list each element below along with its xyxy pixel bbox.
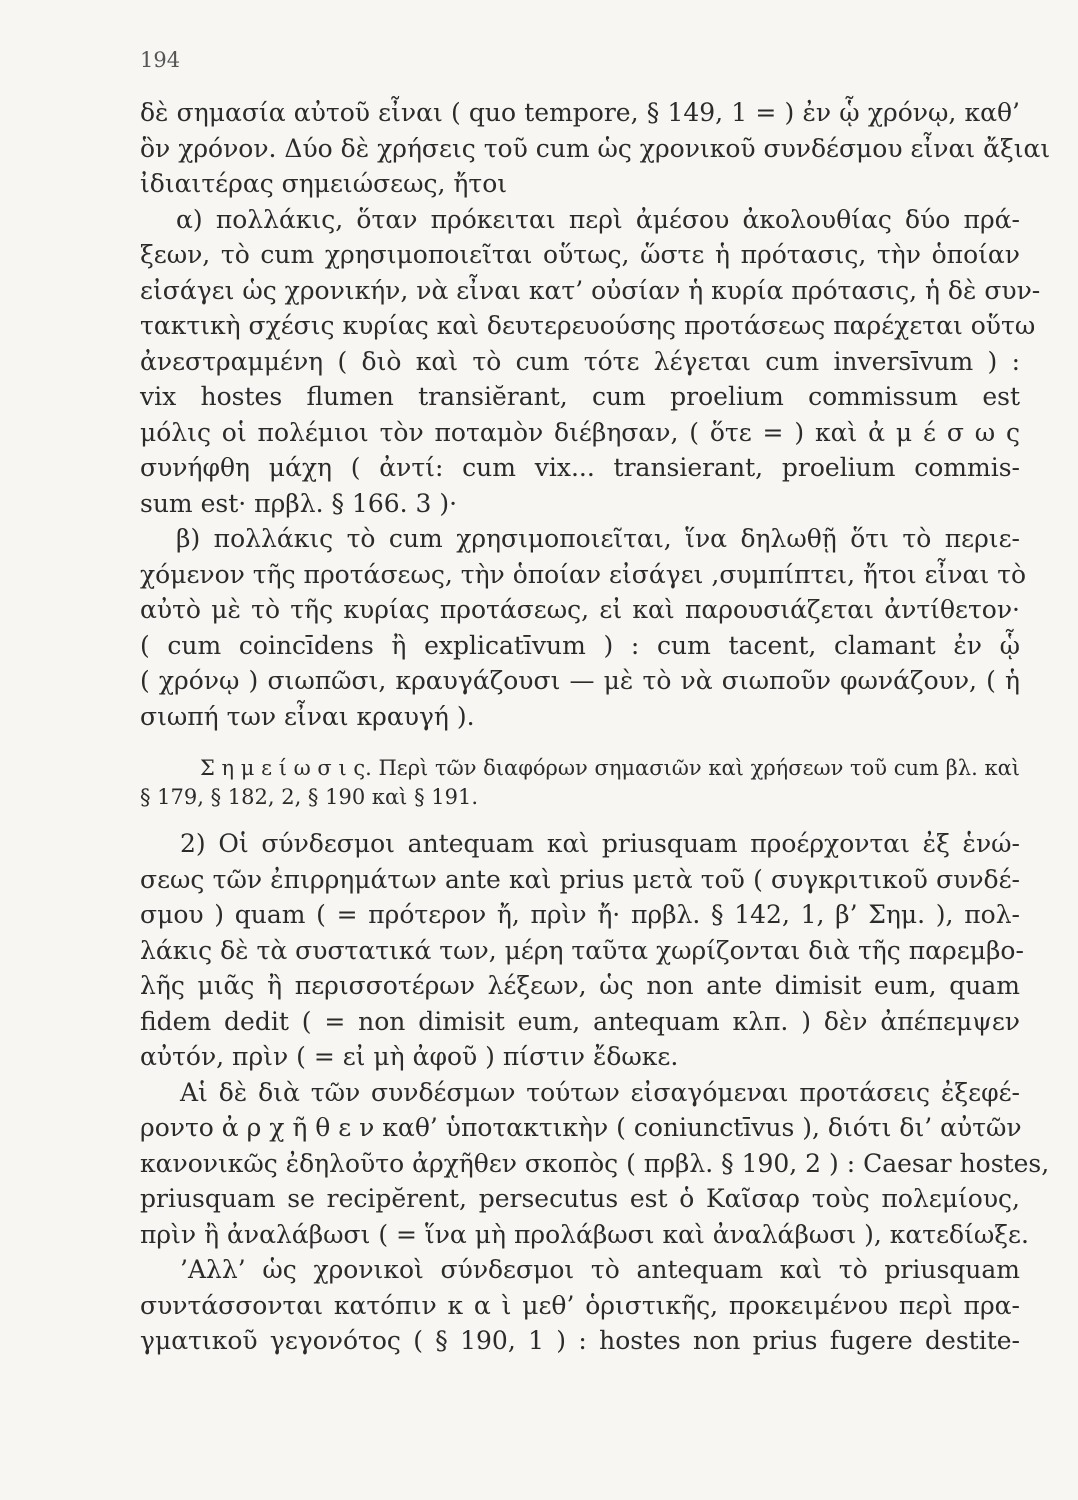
paragraph-2 <box>140 826 1024 1075</box>
text-line: μόλις οἱ πολέμιοι τὸν ποταμὸν διέβησαν, ( ὅτε = ) καὶ ἀ μ έ σ ω ς <box>140 417 1020 447</box>
text-line: σμου ) quam ( = πρότερον ἤ, πρὶν ἤ· πρβλ. § 142, 1, β’ Σημ. ), πολ- <box>140 900 1020 929</box>
text-line: ἀνεστραμμένη ( διὸ καὶ τὸ cum τότε λέγεται cum inversīvum ) : <box>140 346 1020 376</box>
text-line: σιωπή των εἶναι κραυγή ). <box>140 701 475 731</box>
paragraph-alpha <box>140 202 1041 522</box>
text-line: συνήφθη μάχη ( ἀντί: cum vix... transierant, proelium commis- <box>140 453 1020 482</box>
text-line: α) πολλάκις, ὅταν πρόκειται περὶ ἀμέσου ἀκολουθίας δύο πρά- <box>176 204 1020 234</box>
text-line: fidem dedit ( = non dimisit eum, antequam κλπ. ) δὲν ἀπέπεμψεν <box>140 1006 1020 1036</box>
text-line: ( χρόνῳ ) σιωπῶσι, κραυγάζουσι — μὲ τὸ νὰ σιωποῦν φωνάζουν, ( ἡ <box>140 666 1020 695</box>
text-line: β) πολλάκις τὸ cum χρησιμοποιεῖται, ἵνα δηλωθῇ ὅτι τὸ περιε- <box>176 524 1020 553</box>
note-line: Σ η μ ε ί ω σ ι ς. Περὶ τῶν διαφόρων σημασιῶν καὶ χρήσεων τοῦ cum βλ. καὶ <box>200 756 1020 780</box>
text-line: λῆς μιᾶς ἢ περισσοτέρων λέξεων, ὡς non ante dimisit eum, quam <box>140 971 1020 1000</box>
text-line: κανονικῶς ἐδηλοῦτο ἀρχῆθεν σκοπὸς ( πρβλ. § 190, 2 ) : Caesar hostes, <box>140 1148 1050 1178</box>
text-line: αὐτόν, πρὶν ( = εἰ μὴ ἀφοῦ ) πίστιν ἔδωκε. <box>140 1042 679 1071</box>
paragraph-beta <box>140 521 1027 734</box>
text-line: εἰσάγει ὡς χρονικήν, νὰ εἶναι κατ’ οὐσίαν ἡ κυρία πρότασις, ἡ δὲ συν- <box>140 275 1041 305</box>
text-line: ξεων, τὸ cum χρησιμοποιεῖται οὕτως, ὥστε ἡ πρότασις, τὴν ὁποίαν <box>140 240 1020 269</box>
text-line: τακτικὴ σχέσις κυρίας καὶ δευτερευούσης προτάσεως παρέχεται οὕτω <box>140 311 1036 340</box>
text-line: priusquam se recipĕrent, persecutus est ὁ Καῖσαρ τοὺς πολεμίους, <box>140 1184 1020 1213</box>
text-line: 2) Οἱ σύνδεσμοι antequam καὶ priusquam προέρχονται ἐξ ἑνώ- <box>180 829 1020 858</box>
text-line: ( cum coincīdens ἢ explicatīvum ) : cum tacent, clamant ἐν ᾧ <box>140 630 1020 660</box>
note-paragraph <box>140 754 1020 812</box>
paragraph-indicative <box>140 1252 1020 1359</box>
page-number: 194 <box>140 48 181 72</box>
text-line: ροντο ἀ ρ χ ῆ θ ε ν καθ’ ὑποτακτικὴν ( coniunctīvus ), διότι δι’ αὐτῶν <box>140 1113 1022 1142</box>
text-line: δὲ σημασία αὐτοῦ εἶναι ( quo tempore, § 149, 1 = ) ἐν ᾧ χρόνῳ, καθ’ <box>140 98 1020 127</box>
paragraph-intro <box>140 95 1051 202</box>
text-line: λάκις δὲ τὰ συστατικά των, μέρη ταῦτα χωρίζονται διὰ τῆς παρεμβο- <box>140 935 1024 965</box>
text-line: ἰδιαιτέρας σημειώσεως, ἤτοι <box>140 169 508 198</box>
text-line: γματικοῦ γεγονότος ( § 190, 1 ) : hostes non prius fugere destite- <box>140 1326 1020 1355</box>
note-line: § 179, § 182, 2, § 190 καὶ § 191. <box>140 785 479 809</box>
text-line: αὐτὸ μὲ τὸ τῆς κυρίας προτάσεως, εἰ καὶ παρουσιάζεται ἀντίθετον· <box>140 595 1020 624</box>
text-line: σεως τῶν ἐπιρρημάτων ante καὶ prius μετὰ τοῦ ( συγκριτικοῦ συνδέ- <box>140 864 1020 894</box>
text-line: vix hostes flumen transiĕrant, cum proelium commissum est <box>140 382 1020 411</box>
text-line: ’Αλλ’ ὡς χρονικοὶ σύνδεσμοι τὸ antequam καὶ τὸ priusquam <box>180 1255 1020 1284</box>
paragraph-subjunctive <box>140 1075 1050 1253</box>
text-line: ὃν χρόνον. Δύο δὲ χρήσεις τοῦ cum ὡς χρονικοῦ συνδέσμου εἶναι ἄξιαι <box>140 133 1051 163</box>
spacer <box>140 812 1020 826</box>
text-line: χόμενον τῆς προτάσεως, τὴν ὁποίαν εἰσάγει ,συμπίπτει, ἤτοι εἶναι τὸ <box>140 559 1027 589</box>
text-line: πρὶν ἢ ἀναλάβωσι ( = ἵνα μὴ προλάβωσι καὶ ἀναλάβωσι ), κατεδίωξε. <box>140 1219 1029 1249</box>
body-text <box>140 95 1051 1359</box>
text-line: Αἱ δὲ διὰ τῶν συνδέσμων τούτων εἰσαγόμεναι προτάσεις ἐξεφέ- <box>180 1077 1020 1107</box>
text-line: sum est· πρβλ. § 166. 3 )· <box>140 488 458 518</box>
text-line: συντάσσονται κατόπιν κ α ὶ μεθ’ ὁριστικῆς, προκειμένου περὶ πρα- <box>140 1290 1020 1320</box>
